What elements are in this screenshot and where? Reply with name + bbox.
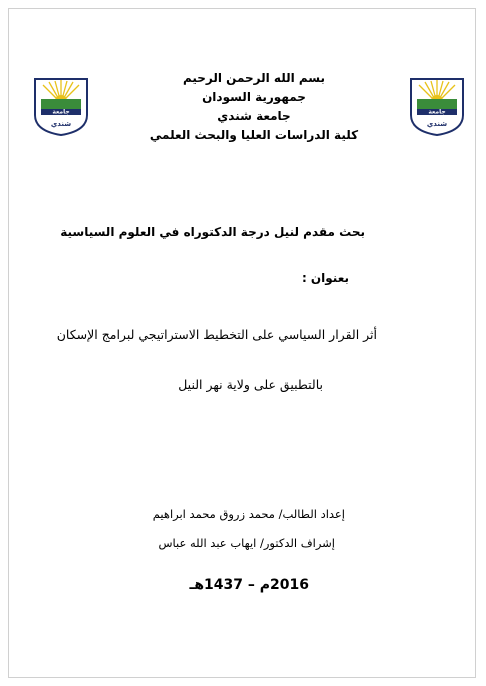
thesis-subtitle: بالتطبيق على ولاية نهر النيل	[178, 377, 323, 392]
university-logo-left	[31, 75, 91, 137]
submission-year: 2016م – 1437هـ	[189, 577, 309, 593]
logo-text-top: جامعة	[52, 108, 70, 116]
university-emblem-icon	[31, 75, 91, 137]
institution-header	[109, 69, 399, 145]
degree-statement: بحث مقدم لنيل درجة الدكتوراه في العلوم السياسية	[60, 225, 365, 239]
country-name: جمهورية السودان	[202, 90, 306, 104]
document-page	[8, 8, 476, 678]
university-emblem-icon	[407, 75, 467, 137]
university-logo-right	[407, 75, 467, 137]
title-label: بعنوان :	[301, 271, 349, 285]
college-name: كلية الدراسات العليا والبحث العلمي	[149, 128, 359, 142]
student-name: إعداد الطالب/ محمد زروق محمد ابراهيم	[152, 507, 345, 521]
logo-text-top: جامعة	[428, 108, 446, 116]
basmala: بسم الله الرحمن الرحيم	[182, 71, 326, 85]
logo-text-bottom: شندي	[426, 120, 448, 128]
university-name: جامعة شندي	[217, 109, 291, 123]
thesis-title: أثر القرار السياسي على التخطيط الاستراتيجي لبرامج الإسكان	[56, 327, 377, 342]
supervisor-name: إشراف الدكتور/ ايهاب عبد الله عباس	[158, 536, 335, 550]
logo-text-bottom: شندي	[50, 120, 72, 128]
